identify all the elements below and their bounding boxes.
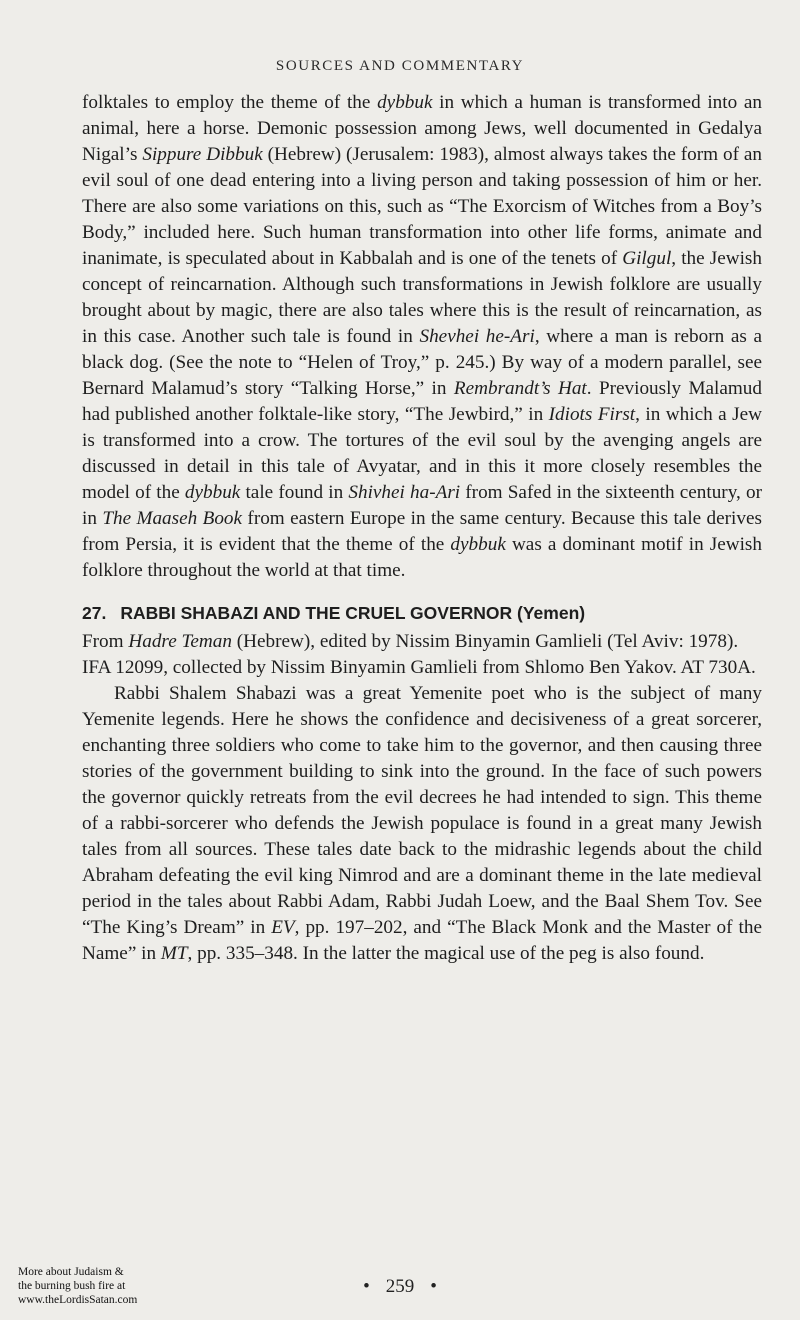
text-run: from Safed in the sixteenth century, or in <box>82 482 762 529</box>
watermark-line: the burning bush fire at <box>18 1280 126 1292</box>
text-run: From <box>82 631 129 652</box>
italic-abbrev: MT <box>160 943 188 964</box>
text-run: (Hebrew), edited by Nissim Binyamin Gamlieli (Tel Aviv: 1978). IFA 12099, collected by Nissim Binyamin Gamlieli from Shlomo Ben Yakov. AT 730A. <box>82 631 756 678</box>
watermark-url: www.theLordisSatan.com <box>18 1294 138 1306</box>
italic-title: Rembrandt’s Hat <box>453 378 587 399</box>
watermark-line: More about Judaism & <box>18 1266 124 1278</box>
source-note <box>82 629 762 681</box>
section-title: RABBI SHABAZI AND THE CRUEL GOVERNOR (Yemen) <box>120 603 586 623</box>
italic-title: Idiots First <box>548 404 636 425</box>
italic-title: The Maaseh Book <box>102 508 243 529</box>
text-run: Rabbi Shalem Shabazi was a great Yemenite poet who is the subject of many Yemenite legends. Here he shows the confidence and decisiveness of a great sorcerer, enchanting three soldiers who come to take him to the governor, and then causing three stories of the government building to sink into the ground. In the face of such powers the governor quickly retreats from the evil decrees he had intended to sign. This theme of a rabbi-sorcerer who defends the Jewish populace is found in a great many Jewish tales from all sources. These tales date back to the midrashic legends about the child Abraham defeating the evil king Nimrod and are a dominant theme in the late medieval period in the tales about Rabbi Adam, Rabbi Judah Loew, and the Baal Shem Tov. See “The King’s Dream” in <box>82 683 762 938</box>
text-run: , the Jewish concept of reincarnation. Although such transformations in Jewish folklore are usually brought about by magic, there are also tales where this is the result of reincarnation, as in this case. Another such tale is found in <box>82 248 762 347</box>
page-body <box>82 90 762 967</box>
italic-abbrev: EV <box>271 917 295 938</box>
text-run: was a dominant motif in Jewish folklore throughout the world at that time. <box>82 534 762 581</box>
text-run: in which a human is transformed into an animal, here a horse. Demonic possession among Jews, well documented in Gedalya Nigal’s <box>82 92 762 165</box>
italic-title: Hadre Teman <box>128 631 232 652</box>
text-run: (Hebrew) (Jerusalem: 1983), almost always takes the form of an evil soul of one dead entering into a living person and taking possession of him or her. There are also some variations on this, such as “The Exorcism of Witches from a Boy’s Body,” included here. Such human transformation into other life forms, animate and inanimate, is speculated about in Kabbalah and is one of the tenets of <box>82 144 762 269</box>
section-number: 27. <box>82 603 107 623</box>
commentary-paragraph <box>82 90 762 584</box>
text-run: . Previously Malamud had published another folktale-like story, “The Jewbird,” in <box>82 378 762 425</box>
italic-title: Shevhei he-Ari <box>419 326 535 347</box>
italic-title: Sippure Dibbuk <box>142 144 263 165</box>
italic-term: Gilgul <box>622 248 672 269</box>
page-number: 259 <box>385 1276 415 1297</box>
section-heading <box>82 601 762 625</box>
italic-term: dybbuk <box>450 534 506 555</box>
text-run: from eastern Europe in the same century. Because this tale derives from Persia, it is evident that the theme of the <box>82 508 762 555</box>
bullet-left: • <box>363 1276 370 1297</box>
watermark <box>18 1265 188 1307</box>
text-run: , in which a Jew is transformed into a crow. The tortures of the evil soul by the avenging angels are discussed in detail in this tale of Avyatar, and in this it more closely resembles the model of the <box>82 404 762 503</box>
commentary-paragraph <box>82 681 762 967</box>
running-head: SOURCES AND COMMENTARY <box>275 58 525 74</box>
text-run: folktales to employ the theme of the <box>82 92 378 113</box>
italic-term: dybbuk <box>377 92 433 113</box>
bullet-right: • <box>430 1276 437 1297</box>
text-run: , pp. 197–202, and “The Black Monk and the Master of the Name” in <box>82 917 762 964</box>
italic-term: dybbuk <box>184 482 241 503</box>
text-run: , where a man is reborn as a black dog. (See the note to “Helen of Troy,” p. 245.) By way of a modern parallel, see Bernard Malamud’s story “Talking Horse,” in <box>82 326 762 399</box>
text-run: tale found in <box>240 482 349 503</box>
italic-title: Shivhei ha-Ari <box>348 482 461 503</box>
text-run: , pp. 335–348. In the latter the magical use of the peg is also found. <box>187 943 705 964</box>
